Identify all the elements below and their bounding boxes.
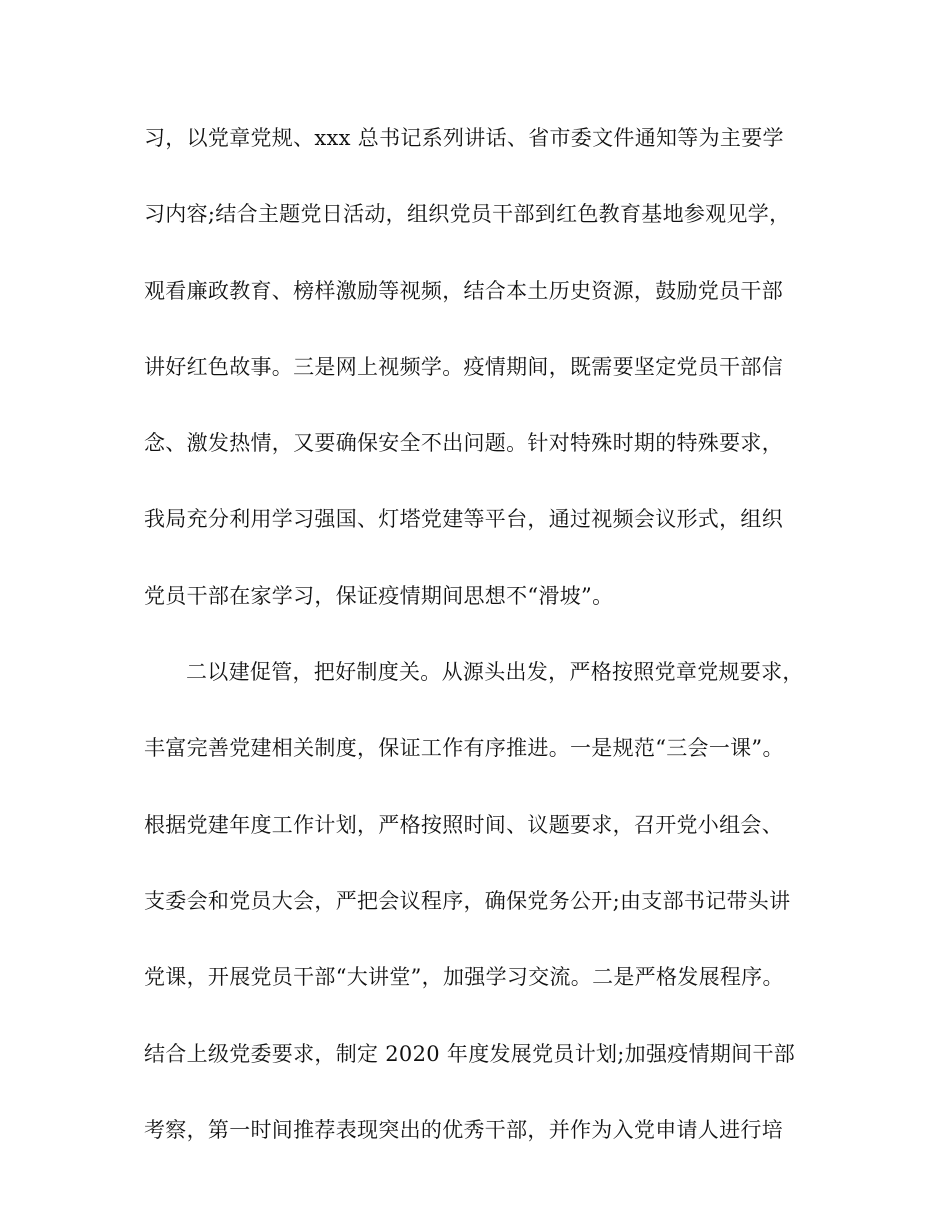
text-line: 党员干部在家学习，保证疫情期间思想不“滑坡”。 <box>144 583 614 608</box>
text-line: 念、激发热情，又要确保安全不出问题。针对特殊时期的特殊要求， <box>144 431 783 456</box>
text-line: 丰富完善党建相关制度，保证工作有序推进。一是规范“三会一课”。 <box>144 736 784 761</box>
text-line: 支委会和党员大会，严把会议程序，确保党务公开;由支部书记带头讲 <box>144 888 791 913</box>
text-line: 讲好红色故事。三是网上视频学。疫情期间，既需要坚定党员干部信 <box>144 354 783 379</box>
text-line: 考察，第一时间推荐表现突出的优秀干部，并作为入党申请人进行培 <box>144 1117 783 1142</box>
text-line: 结合上级党委要求，制定 2020 年度发展党员计划;加强疫情期间干部 <box>144 1041 796 1066</box>
text-line: 习内容;结合主题党日活动，组织党员干部到红色教育基地参观见学， <box>144 202 791 227</box>
paragraph-first-line: 二以建促管，把好制度关。从源头出发，严格按照党章党规要求， <box>186 660 804 685</box>
text-line: 习，以党章党规、xxx 总书记系列讲话、省市委文件通知等为主要学 <box>144 126 784 150</box>
text-line: 观看廉政教育、榜样激励等视频，结合本土历史资源，鼓励党员干部 <box>144 278 783 303</box>
text-line: 党课，开展党员干部“大讲堂”，加强学习交流。二是严格发展程序。 <box>144 965 784 990</box>
text-line: 我局充分利用学习强国、灯塔党建等平台，通过视频会议形式，组织 <box>144 507 783 532</box>
text-line: 根据党建年度工作计划，严格按照时间、议题要求，召开党小组会、 <box>144 812 783 837</box>
document-body <box>144 118 814 1186</box>
